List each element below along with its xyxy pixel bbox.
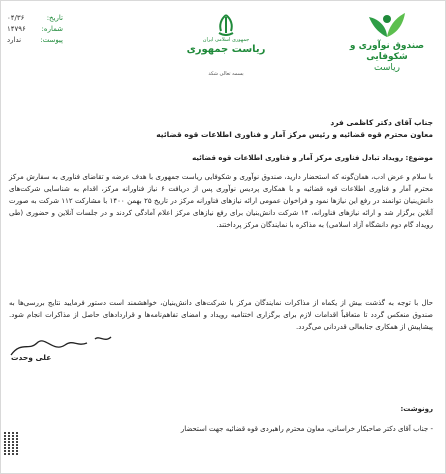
signatory-name: علی وحدت xyxy=(11,353,52,362)
innovation-fund-logo xyxy=(341,11,433,74)
fund-name: صندوق نوآوری و شکوفایی xyxy=(349,41,425,62)
bismillah: بسمه تعالی شکد xyxy=(208,71,244,77)
body-paragraph-1: با سلام و عرض ادب، همان‌گونه که استحضار دارید، صندوق نوآوری و شکوفایی ریاست جمهوری با هدف عرضه و تقاضای فناوری به سفارش مرکز محترم آمار و فناوری اطلاعات قوه قضائیه و با همکاری پردیس نوآوری پس از دریافت ۶ نیاز فناورانه مرکز، اقدام به شناسایی شرکت‌های دانش‌بنیان توانمند در رفع این نیازها نمود و فراخوان عمومی ارائه نیازهای فناورانه مرکز در تاریخ ۲۵ بهمن ۱۴۰۰ با مشارکت ۱۱۲ شرکت به صورت آنلاین برگزار شد و ارائه نیازهای فناورانه، ۱۴ شرکت دانش‌بنیان برای رفع نیازهای مرکز اعلام آمادگی کردند و در جلسات آنلاین و حضوری (طی رویداد گام دوم دانشگاه آزاد اسلامی) به مذاکره با نمایندگان مرکز پرداختند. xyxy=(9,173,434,229)
subject-line: موضوع: رویداد تبادل فناوری مرکز آمار و فناوری اطلاعات قوه قضائیه xyxy=(192,154,433,162)
meta-attachment: پیوست: ندارد xyxy=(7,36,63,44)
presidency-emblem xyxy=(171,13,281,56)
meta-number: شماره: ۱۴۷۹۶ xyxy=(7,25,63,33)
letter-meta xyxy=(7,13,63,46)
emblem-icon xyxy=(215,13,237,37)
qr-code-icon xyxy=(4,431,20,455)
addressee xyxy=(13,117,433,141)
emblem-caption-small: جمهوری اسلامی ایران xyxy=(202,37,250,43)
cc-recipient: - جناب آقای دکتر صاحبکار خراسانی، معاون محترم راهبردی قوه قضائیه جهت استحضار xyxy=(180,425,433,433)
emblem-caption-big: ریاست جمهوری xyxy=(186,44,266,55)
meta-date: تاریخ: ۰۴/۳۶ xyxy=(7,14,63,22)
leaf-logo-icon xyxy=(367,11,407,39)
cc-title: رونوشت: xyxy=(400,405,433,413)
addressee-name: جناب آقای دکتر کاظمی فرد xyxy=(330,118,433,127)
addressee-title: معاون محترم قوه قضائیه و رئیس مرکز آمار و فناوری اطلاعات قوه قضائیه xyxy=(156,130,433,139)
body-paragraph-2: حال با توجه به گذشت بیش از یکماه از مذاکرات نمایندگان مرکز با شرکت‌های دانش‌بنیان، خواهشمند است دستور فرمایید نتایج بررسی‌ها به صندوق منعکس گردد تا متعاقباً اقدامات لازم برای برگزاری اختتامیه رویداد و امضای تفاهم‌نامه‌ها و قراردادهای حاصل از مذاکرات انجام شود. پیشاپیش از همکاری جنابعالی قدردانی می‌گردد. xyxy=(9,299,433,331)
fund-sub: ریاست xyxy=(374,63,400,73)
